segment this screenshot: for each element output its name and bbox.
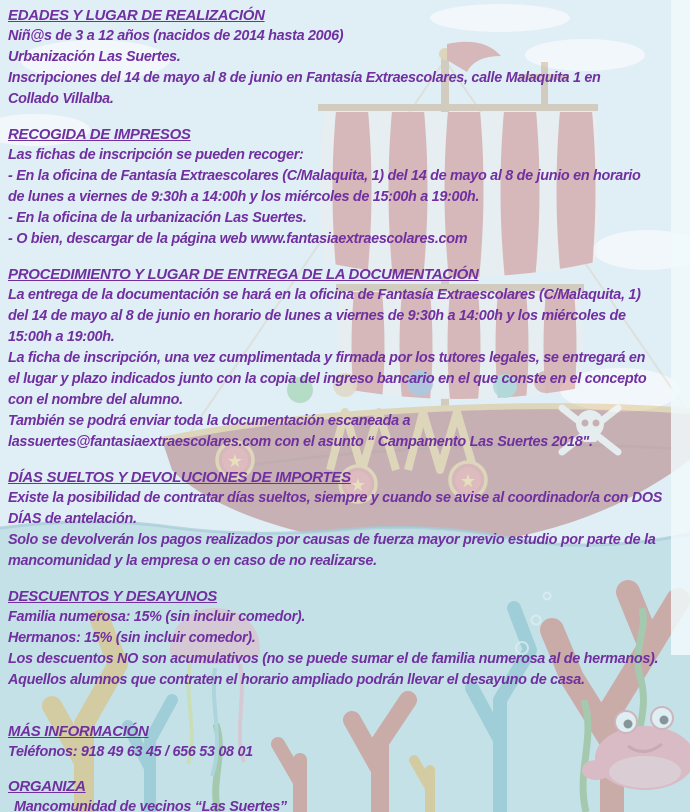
section-dias-sueltos [8, 467, 686, 572]
text-line: También se podrá enviar toda la documentación escaneada a [8, 413, 411, 429]
section-mas-informacion [8, 721, 686, 763]
text-line: mancomunidad y la empresa o en caso de no realizarse. [8, 553, 377, 569]
phone-numbers: Teléfonos: 918 49 63 45 / 656 53 08 01 [8, 744, 253, 760]
text-line: Collado Villalba. [8, 91, 114, 107]
text-line: Los descuentos NO son acumulativos (no se puede sumar el de familia numerosa al de hermanos). [8, 651, 659, 667]
text-line: Urbanización Las Suertes. [8, 49, 181, 65]
section-heading: EDADES Y LUGAR DE REALIZACIÓN [8, 7, 265, 24]
section-recogida [8, 124, 686, 250]
text-line: Familia numerosa: 15% (sin incluir comedor). [8, 609, 306, 625]
section-edades [8, 5, 686, 110]
svg-text:★: ★ [349, 475, 367, 495]
svg-text:★: ★ [226, 451, 244, 471]
section-heading: DÍAS SUELTOS Y DEVOLUCIONES DE IMPORTES [8, 469, 351, 486]
flyer-content [8, 5, 686, 812]
section-procedimiento [8, 264, 686, 453]
text-line: del 14 de mayo al 8 de junio en horario de lunes a viernes de 9:30h a 14:00h y los miércoles de [8, 308, 626, 324]
section-heading: MÁS INFORMACIÓN [8, 723, 149, 740]
text-line: Solo se devolverán los pagos realizados por causas de fuerza mayor previo estudio por parte de la [8, 532, 656, 548]
text-line: Niñ@s de 3 a 12 años (nacidos de 2014 hasta 2006) [8, 28, 344, 44]
text-line: La ficha de inscripción, una vez cumplimentada y firmada por los tutores legales, se entregará en [8, 350, 646, 366]
section-heading: DESCUENTOS Y DESAYUNOS [8, 588, 218, 605]
text-line: 15:00h a 19:00h. [8, 329, 115, 345]
text-line: de lunes a viernes de 9:30h a 14:00h y los miércoles de 15:00h a 19:00h. [8, 189, 480, 205]
organizer-name: Mancomunidad de vecinos “Las Suertes” [14, 799, 287, 812]
text-line: Las fichas de inscripción se pueden recoger: [8, 147, 304, 163]
section-heading: RECOGIDA DE IMPRESOS [8, 126, 191, 143]
text-line: Existe la posibilidad de contratar días sueltos, siempre y cuando se avise al coordinador/a con DOS [8, 490, 663, 506]
text-line: - En la oficina de la urbanización Las Suertes. [8, 210, 307, 226]
section-descuentos [8, 586, 686, 691]
text-line: lassuertes@fantasiaextraescolares.com con el asunto “ Campamento Las Suertes 2018". [8, 434, 593, 450]
section-heading: PROCEDIMIENTO Y LUGAR DE ENTREGA DE LA DOCUMENTACIÓN [8, 266, 479, 283]
section-organiza [8, 776, 686, 812]
text-line: con el nombre del alumno. [8, 392, 183, 408]
section-heading: ORGANIZA [8, 778, 86, 795]
text-line: Hermanos: 15% (sin incluir comedor). [8, 630, 256, 646]
text-line: el lugar y plazo indicados junto con la copia del ingreso bancario en el que conste en el concepto [8, 371, 647, 387]
text-line: - En la oficina de Fantasía Extraescolares (C/Malaquita, 1) del 14 de mayo al 8 de junio en horario [8, 168, 641, 184]
text-line: DÍAS de antelación. [8, 511, 137, 527]
svg-text:★: ★ [459, 471, 477, 491]
text-line: - O bien, descargar de la página web www.fantasiaextraescolares.com [8, 231, 468, 247]
text-line: Inscripciones del 14 de mayo al 8 de junio en Fantasía Extraescolares, calle Malaquita 1 en [8, 70, 601, 86]
text-line: La entrega de la documentación se hará en la oficina de Fantasía Extraescolares (C/Malaquita, 1) [8, 287, 641, 303]
text-line: Aquellos alumnos que contraten el horario ampliado podrán llevar el desayuno de casa. [8, 672, 585, 688]
